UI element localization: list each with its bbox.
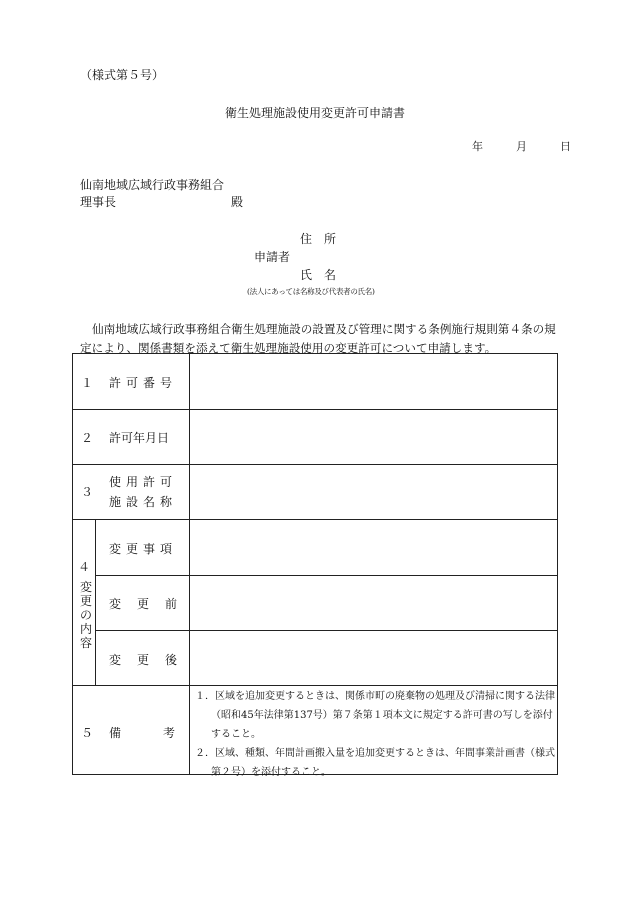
row4-sub3-label: 変更後 [109, 653, 194, 667]
row4-sub2-value-field[interactable] [190, 576, 556, 630]
application-table [72, 353, 558, 778]
row4-sub1-value-field[interactable] [190, 520, 556, 575]
addressee-chair: 理事長 [80, 195, 117, 209]
row4-sub2-label: 変更前 [109, 597, 194, 611]
row3-label-line2: 施設名称 [109, 495, 178, 509]
row4-number: ４ [78, 560, 91, 574]
row2-number: ２ [81, 431, 94, 445]
remarks-list [195, 687, 555, 782]
row1-value-field[interactable] [190, 354, 556, 409]
date-month-label: 月 [516, 140, 527, 153]
row5-number: ５ [81, 726, 94, 740]
applicant-label: 申請者 [254, 250, 291, 264]
row5-label-right: 考 [163, 726, 176, 740]
remark-item: １．区域を追加変更するときは、関係市町の廃棄物の処理及び清掃に関する法律（昭和45年法律第137号）第７条第１項本文に規定する許可書の写しを添付すること。 [195, 691, 555, 740]
row1-label: 許可番号 [109, 376, 178, 390]
row3-label-line1: 使用許可 [109, 475, 178, 489]
addressee-organization: 仙南地域広域行政事務組合 [80, 178, 225, 192]
row4-sub1-label: 変更事項 [109, 542, 178, 556]
date-year-label: 年 [472, 140, 483, 153]
form-number: （様式第５号） [80, 68, 165, 82]
addressee-honorific: 殿 [231, 195, 244, 209]
date-line [472, 138, 571, 154]
row5-label-left: 備 [109, 726, 122, 740]
applicant-address-label: 住 所 [300, 232, 337, 246]
document-title: 衛生処理施設使用変更許可申請書 [224, 106, 405, 120]
body-text: 仙南地域広域行政事務組合衛生処理施設の設置及び管理に関する条例施行規則第４条の規定により、関係書類を添えて衛生処理施設使用の変更許可について申請します。 [80, 322, 556, 355]
applicant-name-label: 氏 名 [300, 268, 337, 282]
row2-label: 許可年月日 [109, 431, 170, 445]
row4-sub3-value-field[interactable] [190, 631, 556, 685]
applicant-note: (法人にあっては名称及び代表者の氏名) [247, 287, 375, 296]
date-day-label: 日 [560, 140, 571, 153]
row3-number: ３ [81, 485, 94, 499]
row1-number: １ [81, 376, 94, 390]
row3-value-field[interactable] [190, 465, 556, 519]
row4-vertical-label: 変更の内容 [79, 580, 92, 650]
row2-value-field[interactable] [190, 410, 556, 464]
remark-item: ２．区域、種類、年間計画搬入量を追加変更するときは、年間事業計画書（様式第２号）を添付すること。 [195, 748, 555, 778]
